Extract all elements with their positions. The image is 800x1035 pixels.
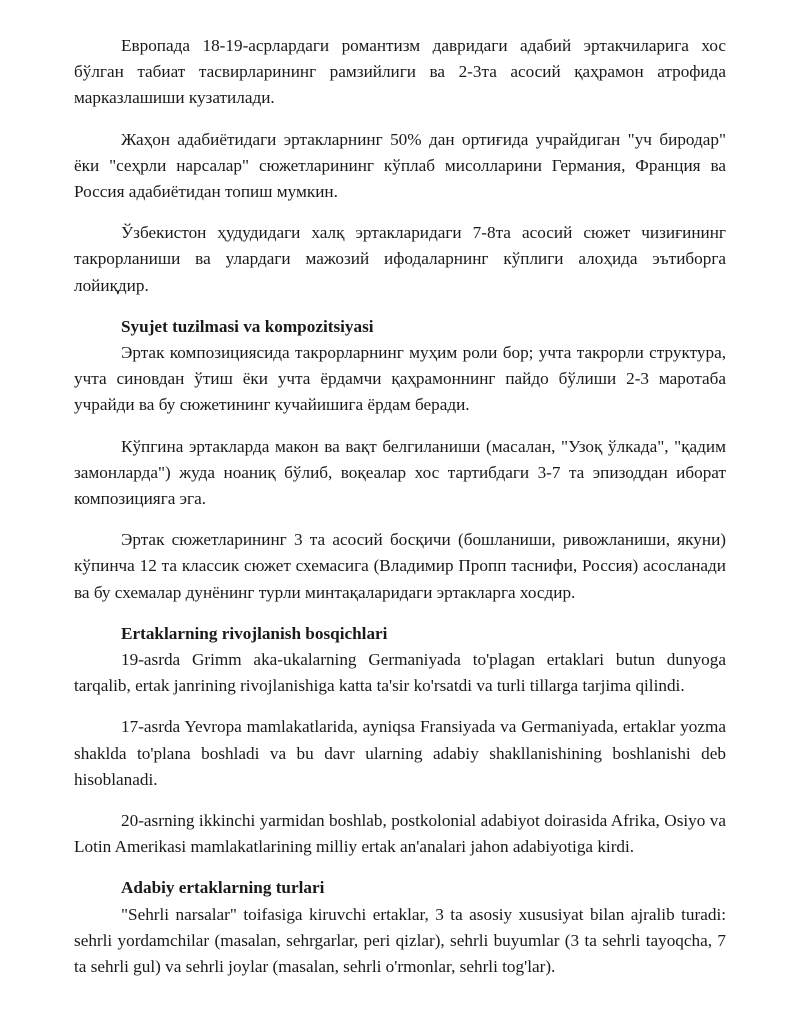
rivojlanish-paragraph-1: 19-asrda Grimm aka-ukalarning Germaniyada to'plagan ertaklari butun dunyoga tarqalib, ertak janrining rivojlanishiga katta ta'sir ko'rsatdi va turli tillarga tarjima qilindi. [74,650,726,696]
turlari-paragraph-1: "Sehrli narsalar" toifasiga kiruvchi ertaklar, 3 ta asosiy xususiyat bilan ajralib turadi: sehrli yordamchilar (masalan, sehrgarlar, peri qizlar), sehrli buyumlar (3 ta sehrli tayoqcha, 7 ta sehrli gul) va sehrli joylar (masalan, sehrli o'rmonlar, sehrli tog'lar). [74,904,726,977]
section-heading-rivojlanish: Ertaklarning rivojlanish bosqichlari [121,623,388,643]
rivojlanish-paragraph-2: 17-asrda Yevropa mamlakatlarida, ayniqsa Fransiyada va Germaniyada, ertaklar yozma shaklda to'plana boshladi va bu davr ularning adabiy shakllanishining boshlanishi deb hisoblanadi. [74,717,726,789]
rivojlanish-paragraph-3: 20-asrning ikkinchi yarmidan boshlab, postkolonial adabiyot doirasida Afrika, Osiyo va Lotin Amerikasi mamlakatlarining milliy ertak an'analari jahon adabiyotiga kirdi. [74,811,726,857]
intro-paragraph-3: Ўзбекистон ҳудудидаги халқ эртакларидаги 7-8та асосий сюжет чизиғининг такрорланиши ва улардаги мажозий ифодаларнинг кўплиги алоҳида эътиборга лойиқдир. [74,223,726,295]
section-heading-syujet: Syujet tuzilmasi va kompozitsiyasi [121,316,374,336]
intro-paragraph-2: Жаҳон адабиётидаги эртакларнинг 50% дан ортиғида учрайдиган "уч биродар" ёки "сеҳрли нарсалар" сюжетларининг кўплаб мисолларини Германия, Франция ва Россия адабиётидан топиш мумкин. [74,129,726,202]
syujet-paragraph-2: Кўпгина эртакларда макон ва вақт белгиланиши (масалан, "Узоқ ўлкада", "қадим замонларда") жуда ноаниқ бўлиб, воқеалар хос тартибдаги 3-7 та эпизоддан иборат композицияга эга. [74,436,726,509]
syujet-paragraph-3: Эртак сюжетларининг 3 та асосий босқичи (бошланиши, ривожланиши, якуни) кўпинча 12 та классик сюжет схемасига (Владимир Пропп таснифи, Россия) асосланади ва бу схемалар дунёнинг турли минтақаларидаги эртакларга хосдир. [74,530,726,602]
intro-paragraph-1: Европада 18-19-асрлардаги романтизм давридаги адабий эртакчиларига хос бўлган табиат тасвирларининг рамзийлиги ва 2-3та асосий қаҳрамон атрофида марказлашиши кузатилади. [74,36,726,108]
section-heading-turlari: Adabiy ertaklarning turlari [121,878,325,898]
syujet-paragraph-1: Эртак композициясида такрорларнинг муҳим роли бор; учта такрорли структура, учта синовдан ўтиш ёки учта ёрдамчи қаҳрамоннинг пайдо бўлиши 2-3 маротаба учрайди ва бу сюжетининг кучайишига ёрдам беради. [74,343,726,415]
